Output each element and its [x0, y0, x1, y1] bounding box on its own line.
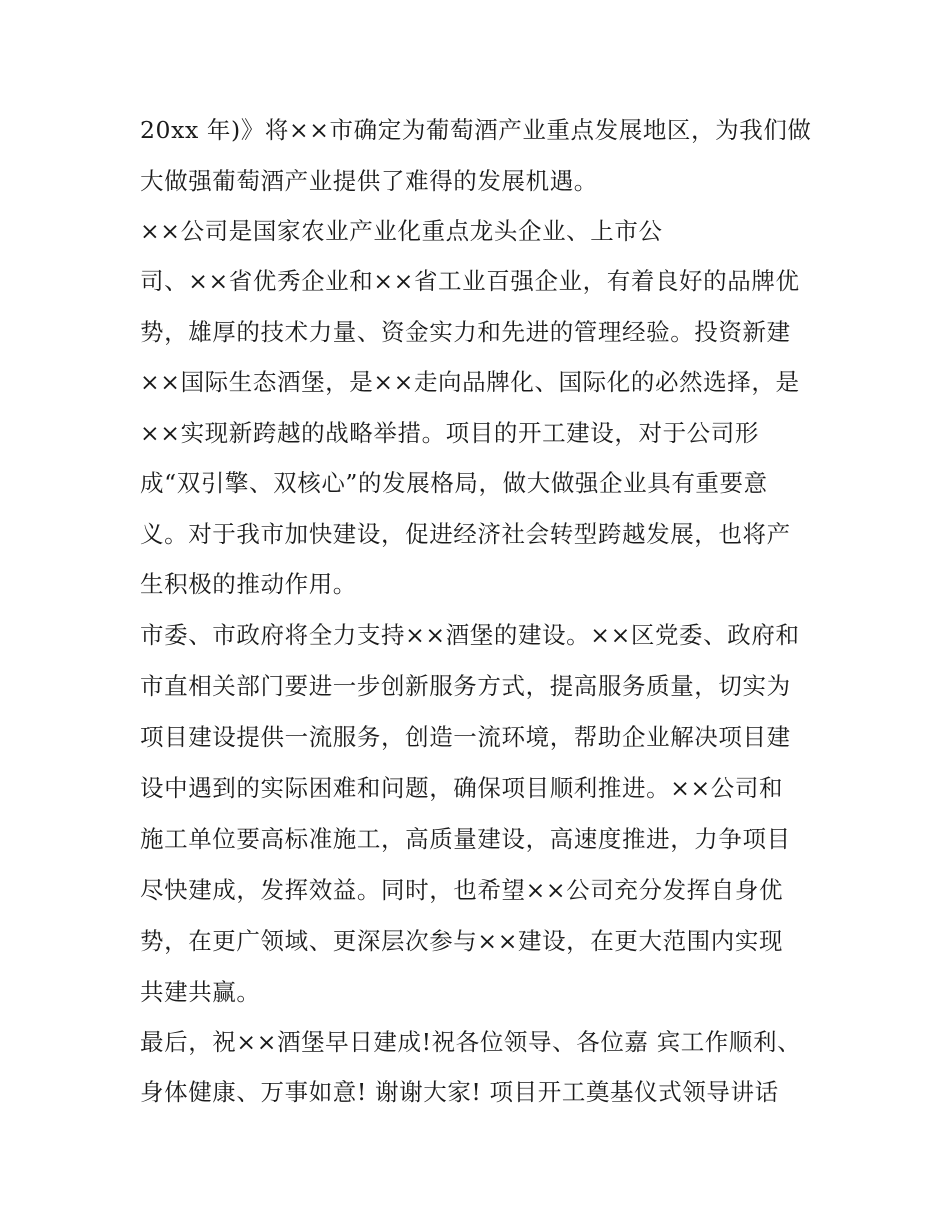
text-line: 势，雄厚的技术力量、资金实力和先进的管理经验。投资新建: [140, 318, 791, 346]
text-line: 成“双引擎、双核心”的发展格局，做大做强企业具有重要意: [140, 469, 768, 497]
text-line: 20xx 年)》将××市确定为葡萄酒产业重点发展地区，为我们做: [140, 116, 812, 144]
text-line: 最后，祝××酒堡早日建成!祝各位领导、各位嘉 宾工作顺利、: [140, 1028, 802, 1056]
text-line: 司、××省优秀企业和××省工业百强企业，有着良好的品牌优: [140, 267, 800, 295]
text-line: 项目建设提供一流服务，创造一流环境，帮助企业解决项目建: [140, 723, 791, 751]
text-line: 势，在更广领域、更深层次参与××建设，在更大范围内实现: [140, 927, 784, 955]
text-line: ××公司是国家农业产业化重点龙头企业、上市公: [140, 217, 663, 245]
text-line: 义。对于我市加快建设，促进经济社会转型跨越发展，也将产: [140, 520, 791, 548]
text-line: 生积极的推动作用。: [140, 570, 357, 598]
text-line: 大做强葡萄酒产业提供了难得的发展机遇。: [140, 167, 598, 195]
text-line: 市直相关部门要进一步创新服务方式，提高服务质量，切实为: [140, 672, 791, 700]
text-line: ××国际生态酒堡，是××走向品牌化、国际化的必然选择，是: [140, 368, 800, 396]
text-line: 设中遇到的实际困难和问题，确保项目顺利推进。××公司和: [140, 774, 784, 802]
text-line: 尽快建成，发挥效益。同时，也希望××公司充分发挥自身优: [140, 876, 784, 904]
text-line: ××实现新跨越的战略举措。项目的开工建设，对于公司形: [140, 419, 759, 447]
text-line: 市委、市政府将全力支持××酒堡的建设。××区党委、政府和: [140, 621, 800, 649]
text-line: 共建共赢。: [140, 978, 261, 1006]
text-line: 施工单位要高标准施工，高质量建设，高速度推进，力争项目: [140, 825, 791, 853]
text-line: 身体健康、万事如意! 谢谢大家! 项目开工奠基仪式领导讲话: [140, 1078, 779, 1106]
